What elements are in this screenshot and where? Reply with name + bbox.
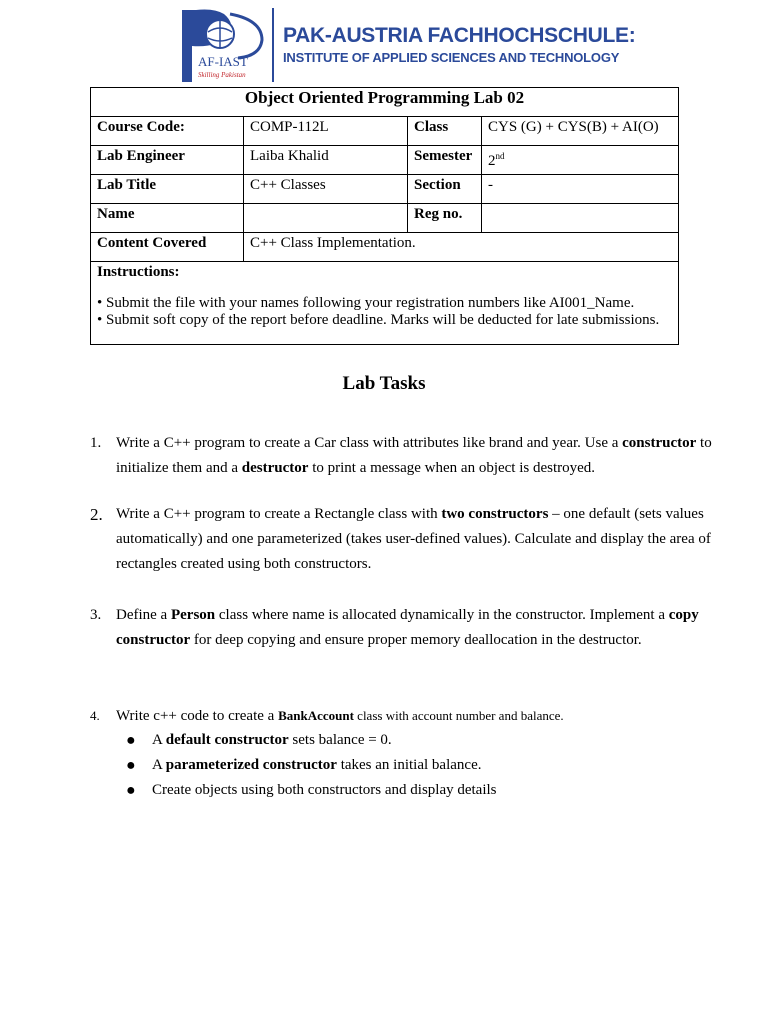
task-keyword: copy constructor <box>116 607 699 648</box>
lab-title-heading: Object Oriented Programming Lab 02 <box>91 88 679 117</box>
bullet-keyword: default constructor <box>165 732 289 748</box>
task-4-bullet-list <box>126 728 497 803</box>
task-text: class with account number and balance. <box>353 708 564 723</box>
bullet-keyword: parameterized constructor <box>165 757 337 773</box>
bullet-icon: ● <box>126 782 136 799</box>
task-text: Write c++ code to create a <box>116 708 279 724</box>
task-2 <box>90 502 720 577</box>
semester-value <box>482 146 679 175</box>
section-label: Section <box>408 175 482 204</box>
institution-name: PAK-AUSTRIA FACHHOCHSCHULE: <box>283 24 636 47</box>
task-text: to initialize them and a <box>116 435 712 476</box>
class-label: Class <box>408 117 482 146</box>
task-text: Define a <box>116 607 171 623</box>
logo-tagline: Skilling Pakistan <box>198 71 246 79</box>
bullet-text: A <box>152 732 166 748</box>
task-text: Write a C++ program to create a Car class with attributes like brand and year. Use a <box>116 435 623 451</box>
list-item <box>126 753 497 778</box>
reg-no-label: Reg no. <box>408 204 482 233</box>
task-keyword: Person <box>170 607 216 623</box>
task-text: Write a C++ program to create a Rectangle class with <box>116 506 442 522</box>
task-number: 3. <box>90 607 102 623</box>
institution-subtitle: INSTITUTE OF APPLIED SCIENCES AND TECHNOLOGY <box>283 50 620 65</box>
instructions-cell <box>91 262 679 345</box>
task-keyword: BankAccount <box>278 708 354 723</box>
task-keyword: constructor <box>622 435 697 451</box>
name-label: Name <box>91 204 244 233</box>
lab-info-table <box>90 87 679 345</box>
content-covered-value: C++ Class Implementation. <box>244 233 679 262</box>
task-number: 1. <box>90 435 102 451</box>
section-value: - <box>482 175 679 204</box>
task-text: class where name is allocated dynamically in the constructor. Implement a <box>215 607 669 623</box>
bullet-text: sets balance = 0. <box>288 732 392 748</box>
lab-tasks-heading: Lab Tasks <box>342 373 426 394</box>
list-item <box>126 728 497 753</box>
task-text: to print a message when an object is destroyed. <box>308 460 596 476</box>
task-number: 2. <box>90 505 103 524</box>
lab-title-label: Lab Title <box>91 175 244 204</box>
task-text: – one default (sets values automatically) and one parameterized (takes user-defined values). Calculate and display the area of rectangles created using both constructors. <box>116 506 711 572</box>
semester-number: 2 <box>488 153 496 169</box>
document-header <box>0 0 768 88</box>
bullet-text: takes an initial balance. <box>336 757 482 773</box>
instruction-item: • Submit soft copy of the report before deadline. Marks will be deducted for late submissions. <box>97 312 660 328</box>
task-number: 4. <box>90 708 100 723</box>
task-keyword: destructor <box>241 460 309 476</box>
task-1 <box>90 431 720 481</box>
task-text: for deep copying and ensure proper memory deallocation in the destructor. <box>190 632 642 648</box>
header-divider <box>272 8 274 82</box>
class-value: CYS (G) + CYS(B) + AI(O) <box>482 117 679 146</box>
bullet-text: Create objects using both constructors and display details <box>152 782 497 798</box>
semester-suffix: nd <box>495 151 505 161</box>
semester-label: Semester <box>408 146 482 175</box>
bullet-icon: ● <box>126 757 136 774</box>
course-code-value: COMP-112L <box>244 117 408 146</box>
name-value[interactable] <box>244 204 408 233</box>
reg-no-value[interactable] <box>482 204 679 233</box>
task-4 <box>90 703 720 729</box>
lab-engineer-label: Lab Engineer <box>91 146 244 175</box>
instructions-label: Instructions: <box>97 264 180 280</box>
content-covered-label: Content Covered <box>91 233 244 262</box>
bullet-text: A <box>152 757 166 773</box>
task-keyword: two constructors <box>441 506 549 522</box>
instruction-item: • Submit the file with your names following your registration numbers like AI001_Name. <box>97 295 635 311</box>
lab-engineer-value: Laiba Khalid <box>244 146 408 175</box>
course-code-label: Course Code: <box>91 117 244 146</box>
list-item <box>126 778 497 803</box>
institute-logo <box>172 6 268 84</box>
task-3 <box>90 603 720 653</box>
logo-text: AF-IAST <box>198 54 248 69</box>
lab-title-value: C++ Classes <box>244 175 408 204</box>
bullet-icon: ● <box>126 732 136 749</box>
